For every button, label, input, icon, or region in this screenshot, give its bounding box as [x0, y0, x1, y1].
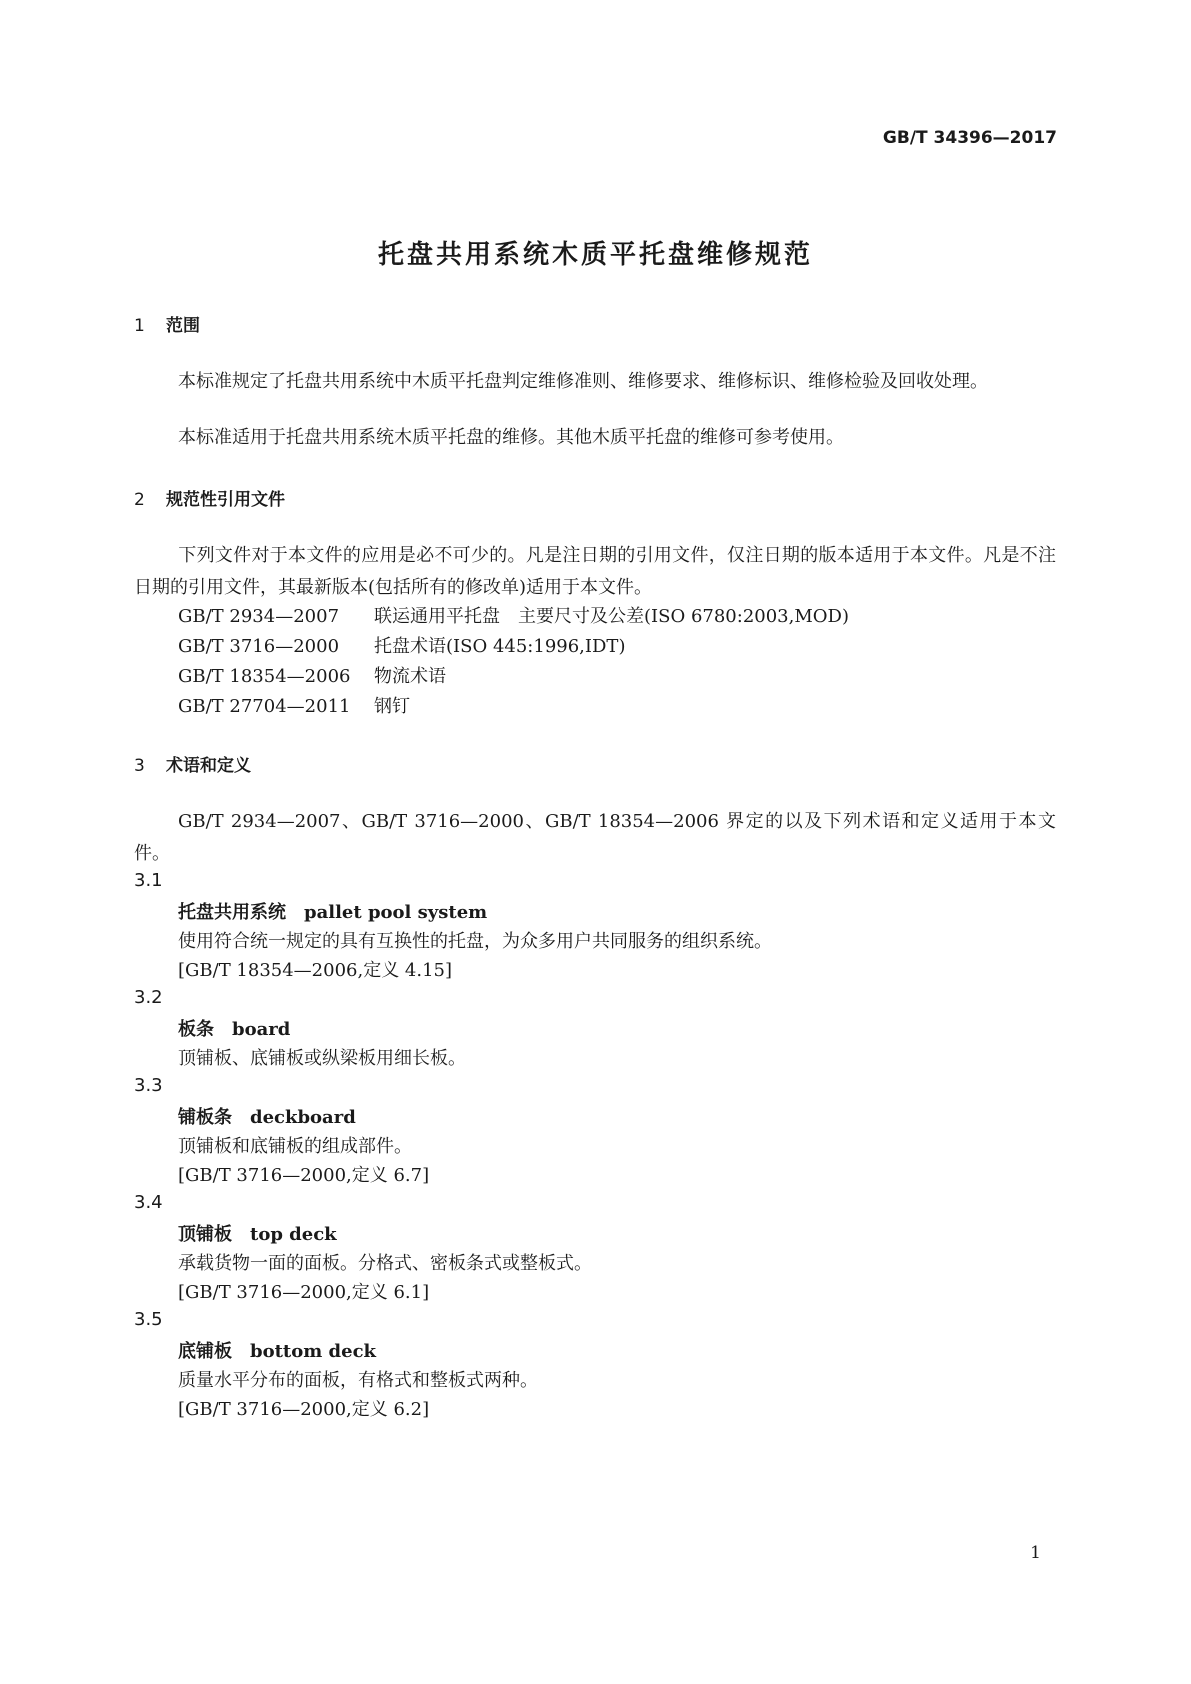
term-name-en: deckboard [250, 1107, 356, 1128]
section-number: 3 [134, 756, 145, 776]
section-title: 规范性引用文件 [166, 490, 285, 510]
reference-item [178, 632, 625, 658]
section-title: 术语和定义 [166, 756, 251, 776]
term-name-zh: 顶铺板 [178, 1224, 232, 1245]
term-name [178, 1220, 337, 1246]
term-name-en: pallet pool system [304, 902, 488, 923]
section-heading-normative-references [134, 485, 285, 510]
term-name [178, 1103, 356, 1129]
paragraph [134, 806, 1056, 870]
term-definition: 使用符合统一规定的具有互换性的托盘，为众多用户共同服务的组织系统。 [178, 931, 772, 952]
term-name [178, 1015, 290, 1041]
term-source: [GB/T 3716—2000,定义 6.2] [178, 1399, 430, 1420]
section-number: 2 [134, 490, 145, 510]
term-definition: 质量水平分布的面板，有格式和整板式两种。 [178, 1370, 538, 1391]
term-source: [GB/T 3716—2000,定义 6.1] [178, 1282, 430, 1303]
paragraph [134, 422, 1056, 454]
term-definition: 承载货物一面的面板。分格式、密板条式或整板式。 [178, 1253, 592, 1274]
term-name-zh: 板条 [178, 1019, 214, 1040]
reference-code: GB/T 18354—2006 [178, 666, 351, 687]
term-name [178, 1337, 376, 1363]
paragraph [134, 540, 1056, 604]
term-number: 3.5 [134, 1309, 163, 1330]
section-number: 1 [134, 316, 145, 336]
page-number: 1 [1030, 1543, 1041, 1563]
reference-title: 托盘术语(ISO 445:1996,IDT) [374, 636, 626, 657]
paragraph-text: 本标准规定了托盘共用系统中木质平托盘判定维修准则、维修要求、维修标识、维修检验及回收处理。 [178, 371, 988, 392]
term-name-en: bottom deck [250, 1341, 377, 1362]
term-number: 3.4 [134, 1192, 163, 1213]
reference-item [178, 602, 849, 628]
reference-title: 物流术语 [374, 666, 446, 687]
section-heading-terms-definitions [134, 751, 251, 776]
reference-item [178, 692, 410, 718]
term-definition: 顶铺板、底铺板或纵梁板用细长板。 [178, 1048, 466, 1069]
reference-code: GB/T 2934—2007 [178, 606, 340, 627]
term-definition: 顶铺板和底铺板的组成部件。 [178, 1136, 412, 1157]
reference-title: 联运通用平托盘 主要尺寸及公差(ISO 6780:2003,MOD) [374, 606, 849, 627]
paragraph [134, 366, 1056, 398]
term-name-zh: 托盘共用系统 [178, 902, 286, 923]
term-name [178, 898, 487, 924]
term-source: [GB/T 3716—2000,定义 6.7] [178, 1165, 430, 1186]
reference-item [178, 662, 446, 688]
term-source: [GB/T 18354—2006,定义 4.15] [178, 960, 453, 981]
reference-title: 钢钉 [374, 696, 410, 717]
paragraph-text: GB/T 2934—2007、GB/T 3716—2000、GB/T 18354—2006 界定的以及下列术语和定义适用于本文件。 [134, 811, 1056, 864]
section-title: 范围 [166, 316, 200, 336]
standard-number: GB/T 34396—2017 [882, 128, 1057, 148]
term-name-en: top deck [250, 1224, 337, 1245]
reference-code: GB/T 3716—2000 [178, 636, 340, 657]
term-number: 3.2 [134, 987, 163, 1008]
paragraph-text: 下列文件对于本文件的应用是必不可少的。凡是注日期的引用文件，仅注日期的版本适用于本文件。凡是不注日期的引用文件，其最新版本(包括所有的修改单)适用于本文件。 [134, 545, 1056, 598]
term-name-en: board [232, 1019, 291, 1040]
term-name-zh: 铺板条 [178, 1107, 232, 1128]
term-number: 3.1 [134, 870, 163, 891]
paragraph-text: 本标准适用于托盘共用系统木质平托盘的维修。其他木质平托盘的维修可参考使用。 [178, 427, 844, 448]
term-number: 3.3 [134, 1075, 163, 1096]
document-title: 托盘共用系统木质平托盘维修规范 [377, 240, 813, 270]
reference-code: GB/T 27704—2011 [178, 696, 351, 717]
section-heading-scope [134, 311, 200, 336]
term-name-zh: 底铺板 [178, 1341, 232, 1362]
